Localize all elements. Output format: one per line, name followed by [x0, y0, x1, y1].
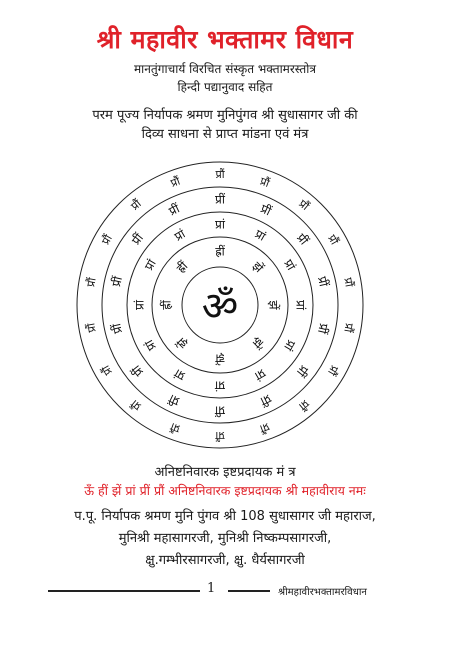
mandala-syllable-ring4: प्रौं [325, 363, 341, 378]
credit-line-1: प.पू. निर्यापक श्रमण मुनि पुंगव श्री 108 सुधासागर जी महाराज, [74, 509, 376, 524]
mandala-syllable-ring2: प्रां [171, 226, 188, 244]
mandala-syllable-ring3: प्रीं [314, 275, 331, 288]
mandala-syllable-ring2: प्रां [252, 226, 269, 244]
mandala-syllable-ring4: प्रौं [99, 363, 115, 378]
mandala-syllable-ring4: प्रौं [296, 397, 312, 413]
mandala-syllable-ring3: प्रीं [293, 230, 312, 248]
mandala-syllable-ring4: प्रौं [84, 276, 99, 288]
mandala-syllable-ring4: प्रौं [215, 168, 225, 181]
mandala-syllable-ring4: प्रौं [341, 276, 356, 288]
mandala-syllable-ring1: झें [249, 258, 267, 276]
mandala-syllable-ring1: झें [173, 334, 191, 352]
mandala-syllable-ring3: प्रीं [128, 230, 147, 248]
mandala-syllable-ring2: प्रां [281, 256, 299, 273]
mandala-syllable-ring4: प्रौं [325, 232, 341, 247]
mandala-syllable-ring4: प्रौं [258, 420, 272, 436]
mandala-syllable-ring2: प्रां [132, 300, 147, 310]
mandala-syllable-ring3: प्रीं [128, 362, 147, 380]
mandala-syllable-ring2: प्रां [215, 217, 225, 232]
mandala-syllable-ring2: प्रां [171, 366, 188, 384]
mandala-syllable-ring2: प्रां [281, 337, 299, 354]
mandala-syllable-ring4: प्रौं [168, 174, 182, 190]
credit-line-3: क्षु.गम्भीरसागरजी, क्षु. धैर्यसागरजी [145, 553, 305, 568]
mandala-syllable-ring4: प्रौं [215, 429, 225, 442]
mandala-syllable-ring4: प्रौं [99, 232, 115, 247]
subtitle-line-1: मानतुंगाचार्य विरचित संस्कृत भक्तामरस्तोत्र [133, 62, 316, 76]
mandala-syllable-ring2: प्रां [141, 337, 159, 354]
footer-rule-right [228, 590, 270, 592]
mandala-syllable-ring3: प्रीं [314, 322, 331, 335]
mandala-syllable-ring1: झें [215, 351, 225, 366]
mandala-syllable-ring3: प्रीं [258, 201, 274, 219]
mandala-syllable-ring1: ह्रीं [159, 300, 174, 310]
mandala-syllable-ring2: प्रां [141, 256, 159, 273]
mandala-syllable-ring1: ह्रीं [173, 258, 191, 276]
mantra-text: ऊँ हीं झें प्रां प्रीं प्रौं अनिष्टनिवारक इष्टप्रदायक श्री महावीराय नमः [84, 483, 366, 498]
mandala-syllable-ring4: प्रौं [128, 197, 144, 213]
intro-line-1: परम पूज्य निर्यापक श्रमण मुनिपुंगव श्री सुधासागर जी की [92, 108, 358, 123]
page-title: श्री महावीर भक्तामर विधान [96, 25, 354, 54]
mandala-syllable-ring4: प्रौं [168, 420, 182, 436]
page-number: 1 [207, 581, 216, 596]
subtitle-line-2: हिन्दी पद्यानुवाद सहित [177, 80, 273, 94]
footer-book-title: श्रीमहावीरभक्तामरविधान [278, 587, 367, 598]
mandala-syllable-ring3: प्रीं [166, 391, 182, 409]
mandala-syllable-ring4: प्रौं [128, 397, 144, 413]
mandala-syllable-ring2: प्रां [215, 378, 225, 393]
mandala-syllable-ring4: प्रौं [341, 322, 356, 334]
credit-line-2: मुनिश्री महासागरजी, मुनिश्री निष्कम्पसागरजी, [118, 531, 332, 546]
mandala-syllable-ring1: झें [266, 300, 281, 310]
intro-line-2: दिव्य साधना से प्राप्त मांडना एवं मंत्र [141, 127, 309, 142]
mandala-syllable-ring1: झें [249, 334, 267, 352]
mantra-heading: अनिष्टनिवारक इष्टप्रदायक मं त्र [154, 465, 296, 480]
mandala-syllable-ring3: प्रीं [166, 201, 182, 219]
mandala-syllable-ring4: प्रौं [84, 322, 99, 334]
mandala-syllable-ring3: प्रीं [215, 192, 225, 207]
mandala-syllable-ring3: प्रीं [109, 322, 126, 335]
footer-rule-left [48, 590, 200, 592]
mandala-syllable-ring2: प्रां [293, 300, 308, 310]
mandala-diagram [60, 160, 380, 450]
mandala-syllable-ring3: प्रीं [215, 403, 225, 418]
mandala-syllable-ring3: प्रीं [109, 275, 126, 288]
mandala-syllable-ring4: प्रौं [258, 174, 272, 190]
mandala-syllable-ring3: प्रीं [258, 391, 274, 409]
mandala-syllable-ring3: प्रीं [293, 362, 312, 380]
mandala-syllable-ring2: प्रां [252, 366, 269, 384]
mandala-syllable-ring1: ह्रीं [215, 244, 225, 259]
om-symbol: ॐ [201, 284, 239, 330]
mandala-syllable-ring4: प्रौं [296, 197, 312, 213]
